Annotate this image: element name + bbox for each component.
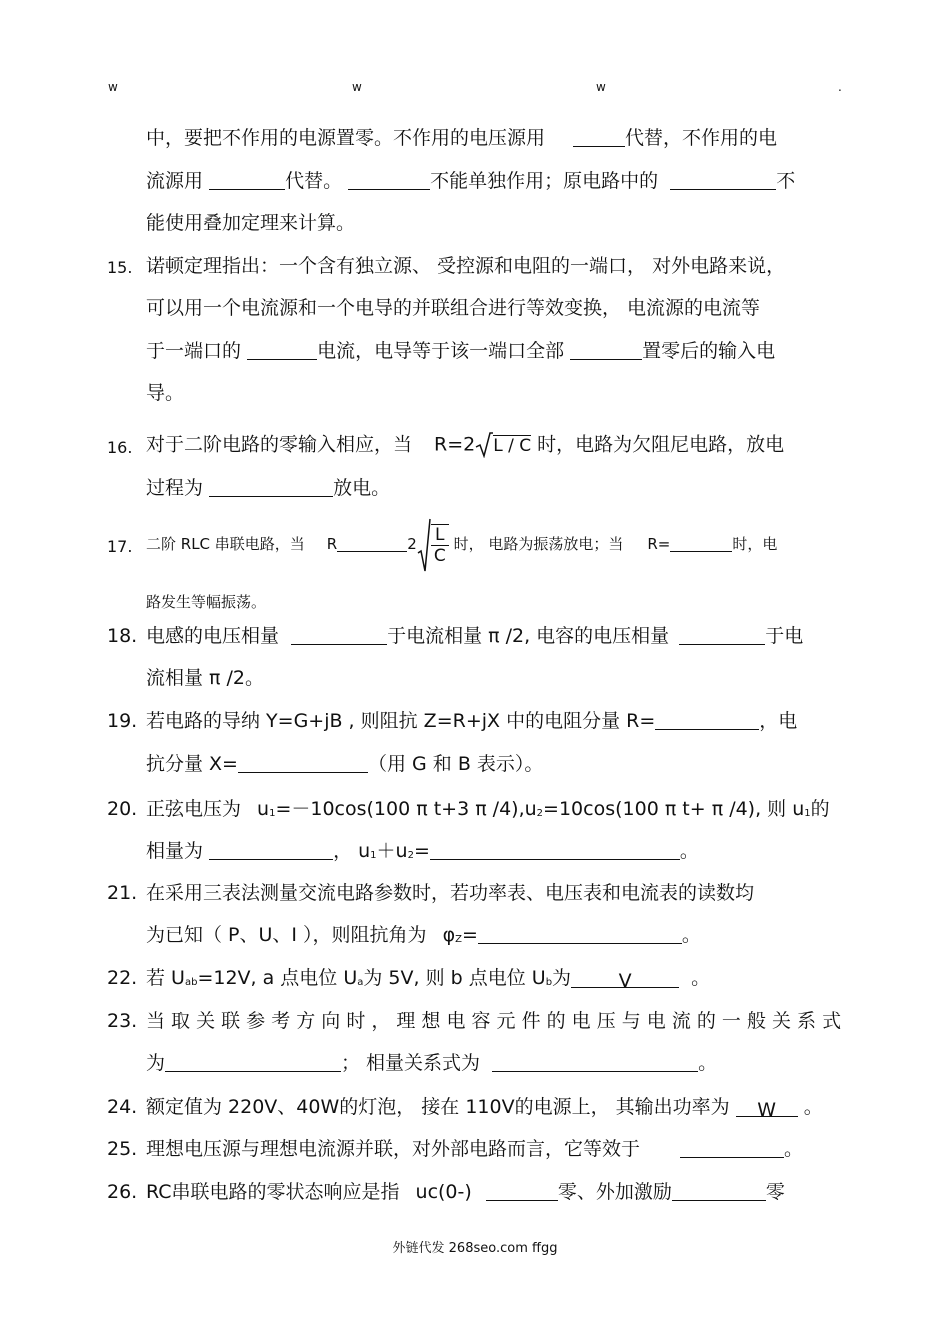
q26-line-1: RC串联电路的零状态响应是指 uc(0-) 零、外加激励 零 (146, 1181, 785, 1203)
q15-line-3: 于一端口的 电流，电导等于该一端口全部 置零后的输入电 (146, 340, 776, 362)
q20-line-2: 相量为 ， u1＋u2= 。 (146, 840, 699, 862)
question-number: 23. (107, 1010, 138, 1032)
q22-line-1: 若 Uab=12V, a 点电位 Ua为 5V, 则 b 点电位 Ub为 V 。 (146, 967, 711, 992)
answer-blank[interactable] (238, 754, 368, 773)
q25-line-1: 理想电压源与理想电流源并联，对外部电路而言，它等效于 。 (146, 1138, 804, 1160)
sqrt-symbol (417, 517, 431, 573)
answer-blank[interactable] (348, 171, 430, 190)
answer-blank[interactable] (486, 1182, 558, 1201)
question-number: 18. (107, 625, 138, 647)
question-number: 16. (107, 438, 133, 457)
q21-line-1: 在采用三表法测量交流电路参数时，若功率表、电压表和电流表的读数均 (146, 882, 755, 904)
q15-line-1: 诺顿定理指出：一个含有独立源、 受控源和电阻的一端口， 对外电路来说， (146, 255, 786, 277)
question-number: 19. (107, 710, 138, 732)
answer-blank[interactable]: V (571, 969, 679, 988)
question-number: 15. (107, 258, 133, 277)
question-number: 24. (107, 1096, 138, 1118)
answer-blank[interactable] (655, 711, 759, 730)
q16-line-1: 对于二阶电路的零输入相应，当 R=2 L / C 时，电路为欠阻尼电路，放电 (146, 432, 784, 458)
answer-blank[interactable] (478, 925, 682, 944)
answer-blank[interactable] (570, 341, 642, 360)
q14-line-3: 能使用叠加定理来计算。 (146, 212, 356, 234)
header-mark: w (596, 80, 606, 94)
answer-blank[interactable] (492, 1053, 698, 1072)
answer-blank[interactable] (680, 1139, 784, 1158)
q15-line-2: 可以用一个电流源和一个电导的并联组合进行等效变换， 电流源的电流等 (146, 297, 761, 319)
question-number: 22. (107, 967, 138, 989)
q18-line-2: 流相量 π /2。 (146, 667, 265, 689)
header-mark: w (108, 80, 118, 94)
question-number: 26. (107, 1181, 138, 1203)
footer-text: 外链代发 268seo.com ffgg (392, 1241, 558, 1256)
q18-line-1: 电感的电压相量 于电流相量 π /2, 电容的电压相量 于电 (146, 625, 804, 647)
q23-line-1: 当 取 关 联 参 考 方 向 时 ， 理 想 电 容 元 件 的 电 压 与 电 流 的 一 般 关 系 式 (146, 1010, 842, 1032)
q20-line-1: 正弦电压为 u1=－10cos(100 π t+3 π /4),u2=10cos(100 π t+ π /4), 则 u1的 (146, 798, 830, 820)
q14-line-2: 流源用 代替。 不能单独作用；原电路中的 不 (146, 170, 796, 192)
answer-blank[interactable]: W (736, 1098, 798, 1117)
q15-line-4: 导。 (146, 382, 185, 404)
answer-blank[interactable] (670, 533, 732, 552)
question-number: 20. (107, 798, 138, 820)
answer-blank[interactable] (165, 1053, 341, 1072)
answer-blank[interactable] (430, 841, 680, 860)
header-mark: w (352, 80, 362, 94)
question-number: 25. (107, 1138, 138, 1160)
q23-line-2: 为 ； 相量关系式为 。 (146, 1052, 718, 1074)
answer-blank[interactable] (291, 626, 387, 645)
q17-line-2: 路发生等幅振荡。 (146, 593, 267, 611)
q19-line-2: 抗分量 X= （用 G 和 B 表示）。 (146, 753, 544, 775)
q21-line-2: 为已知（ P、U、I ），则阻抗角为 φZ= 。 (146, 924, 701, 946)
q24-line-1: 额定值为 220V、40W的灯泡， 接在 110V的电源上， 其输出功率为 W 。 (146, 1096, 823, 1121)
answer-blank[interactable] (247, 341, 317, 360)
answer-blank[interactable] (573, 128, 625, 147)
sqrt-symbol: L / C (475, 432, 531, 458)
answer-blank[interactable] (209, 171, 285, 190)
q19-line-1: 若电路的导纳 Y=G+jB , 则阻抗 Z=R+jX 中的电阻分量 R= ，电 (146, 710, 798, 732)
question-number: 21. (107, 882, 138, 904)
answer-blank[interactable] (672, 1182, 766, 1201)
q16-line-2: 过程为 放电。 (146, 477, 391, 499)
answer-blank[interactable] (209, 478, 333, 497)
q14-line-1: 中，要把不作用的电源置零。不作用的电压源用 代替，不作用的电 (146, 127, 778, 149)
header-mark: . (838, 80, 842, 94)
answer-blank[interactable] (679, 626, 765, 645)
answer-blank[interactable] (337, 533, 407, 552)
q17-line-1: 二阶 RLC 串联电路，当 R 2 $\frac{L}{C}$ 时， 电路为振荡放电；当 R= 时，电 (146, 514, 777, 574)
question-number: 17. (107, 537, 133, 556)
answer-blank[interactable] (670, 171, 776, 190)
answer-blank[interactable] (209, 841, 333, 860)
fraction: $\frac{L}{C}$ (431, 524, 449, 566)
